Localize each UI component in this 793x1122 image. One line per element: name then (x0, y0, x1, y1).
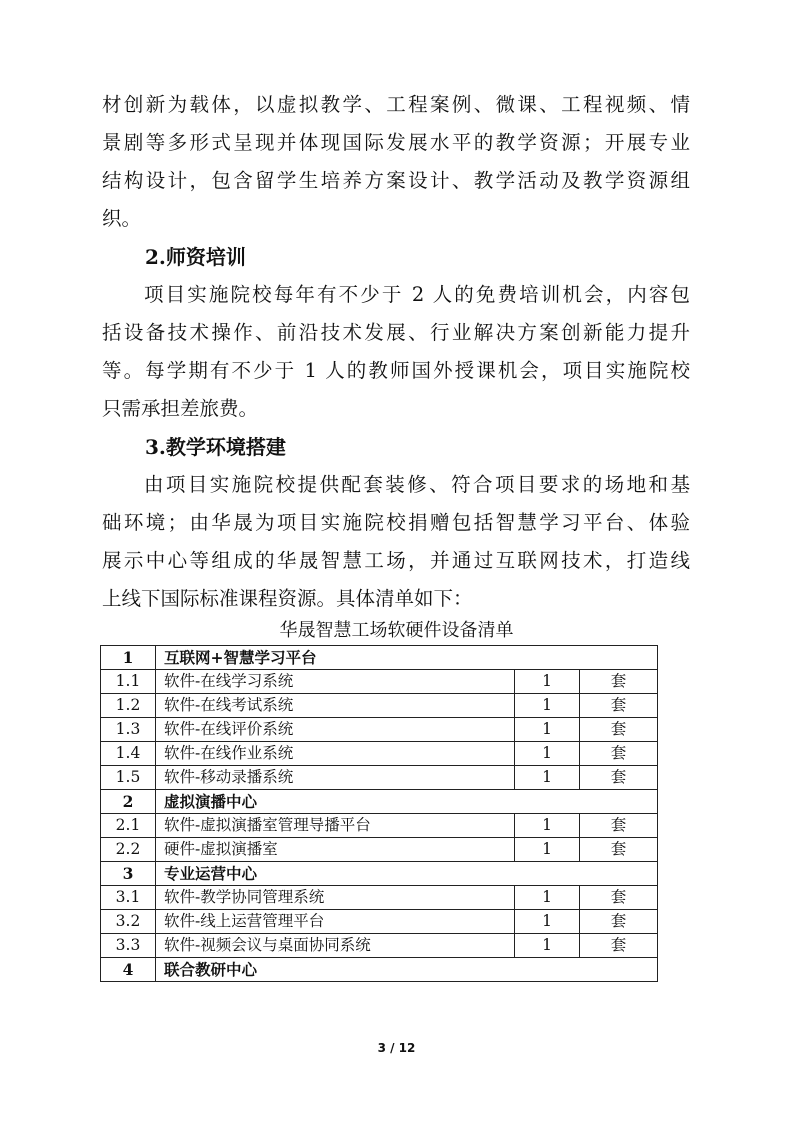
paragraph-line: 括设备技术操作、前沿技术发展、行业解决方案创新能力提升 (102, 321, 690, 344)
item-number-cell: 1.5 (101, 766, 156, 790)
item-quantity-cell: 1 (515, 910, 580, 934)
paragraph-teaching-environment (102, 466, 690, 618)
item-unit-cell: 套 (580, 934, 658, 958)
item-quantity-cell: 1 (515, 814, 580, 838)
section-heading-teaching-environment: 3.教学环境搭建 (145, 435, 286, 459)
paragraph-line: 展示中心等组成的华晟智慧工场，并通过互联网技术，打造线 (102, 549, 690, 572)
item-name-cell: 软件-视频会议与桌面协同系统 (156, 934, 515, 958)
table-group-row (101, 958, 658, 982)
item-unit-cell: 套 (580, 694, 658, 718)
item-number-cell: 3.1 (101, 886, 156, 910)
item-quantity-cell: 1 (515, 718, 580, 742)
item-name-cell: 联合教研中心 (156, 958, 658, 982)
table-row (101, 766, 658, 790)
table-row (101, 838, 658, 862)
table-group-row (101, 646, 658, 670)
section-heading-teacher-training: 2.师资培训 (145, 245, 246, 269)
page-number: 3 / 12 (377, 1041, 416, 1055)
item-number-cell: 1.1 (101, 670, 156, 694)
item-number-cell: 3 (101, 862, 156, 886)
item-name-cell: 软件-教学协同管理系统 (156, 886, 515, 910)
item-unit-cell: 套 (580, 742, 658, 766)
item-number-cell: 2 (101, 790, 156, 814)
item-quantity-cell: 1 (515, 886, 580, 910)
item-quantity-cell: 1 (515, 934, 580, 958)
item-unit-cell: 套 (580, 910, 658, 934)
item-quantity-cell: 1 (515, 766, 580, 790)
item-unit-cell: 套 (580, 718, 658, 742)
table-row (101, 886, 658, 910)
item-name-cell: 虚拟演播中心 (156, 790, 658, 814)
table-caption: 华晟智慧工场软硬件设备清单 (279, 620, 514, 641)
table-group-row (101, 862, 658, 886)
item-quantity-cell: 1 (515, 670, 580, 694)
item-unit-cell: 套 (580, 670, 658, 694)
table-row (101, 670, 658, 694)
item-name-cell: 软件-在线考试系统 (156, 694, 515, 718)
item-name-cell: 软件-在线评价系统 (156, 718, 515, 742)
item-number-cell: 1.3 (101, 718, 156, 742)
item-quantity-cell: 1 (515, 742, 580, 766)
paragraph-line: 项目实施院校每年有不少于 2 人的免费培训机会，内容包 (144, 283, 690, 306)
paragraph-line: 结构设计，包含留学生培养方案设计、教学活动及教学资源组 (102, 169, 690, 192)
item-name-cell: 软件-移动录播系统 (156, 766, 515, 790)
item-number-cell: 3.3 (101, 934, 156, 958)
item-unit-cell: 套 (580, 886, 658, 910)
paragraph-teaching-resources (102, 86, 690, 238)
paragraph-line: 只需承担差旅费。 (102, 397, 259, 420)
item-quantity-cell: 1 (515, 838, 580, 862)
paragraph-line: 础环境；由华晟为项目实施院校捐赠包括智慧学习平台、体验 (102, 511, 690, 534)
paragraph-line: 由项目实施院校提供配套装修、符合项目要求的场地和基 (144, 473, 690, 496)
paragraph-line: 织。 (102, 207, 142, 230)
item-quantity-cell: 1 (515, 694, 580, 718)
item-number-cell: 2.1 (101, 814, 156, 838)
table-row (101, 742, 658, 766)
item-name-cell: 专业运营中心 (156, 862, 658, 886)
paragraph-teacher-training (102, 276, 690, 428)
item-number-cell: 3.2 (101, 910, 156, 934)
paragraph-line: 材创新为载体，以虚拟教学、工程案例、微课、工程视频、情 (102, 93, 690, 116)
item-unit-cell: 套 (580, 766, 658, 790)
item-number-cell: 1.4 (101, 742, 156, 766)
item-name-cell: 软件-在线作业系统 (156, 742, 515, 766)
table-group-row (101, 790, 658, 814)
table-row (101, 814, 658, 838)
item-unit-cell: 套 (580, 838, 658, 862)
item-name-cell: 软件-在线学习系统 (156, 670, 515, 694)
item-number-cell: 2.2 (101, 838, 156, 862)
table-row (101, 910, 658, 934)
table-row (101, 694, 658, 718)
item-name-cell: 软件-虚拟演播室管理导播平台 (156, 814, 515, 838)
item-name-cell: 硬件-虚拟演播室 (156, 838, 515, 862)
paragraph-line: 等。每学期有不少于 1 人的教师国外授课机会，项目实施院校 (102, 359, 690, 382)
item-number-cell: 4 (101, 958, 156, 982)
equipment-table (100, 645, 658, 982)
item-name-cell: 互联网+智慧学习平台 (156, 646, 658, 670)
table-row (101, 934, 658, 958)
item-unit-cell: 套 (580, 814, 658, 838)
item-number-cell: 1.2 (101, 694, 156, 718)
paragraph-line: 上线下国际标准课程资源。具体清单如下： (102, 587, 473, 610)
item-number-cell: 1 (101, 646, 156, 670)
table-row (101, 718, 658, 742)
item-name-cell: 软件-线上运营管理平台 (156, 910, 515, 934)
paragraph-line: 景剧等多形式呈现并体现国际发展水平的教学资源；开展专业 (102, 131, 690, 154)
